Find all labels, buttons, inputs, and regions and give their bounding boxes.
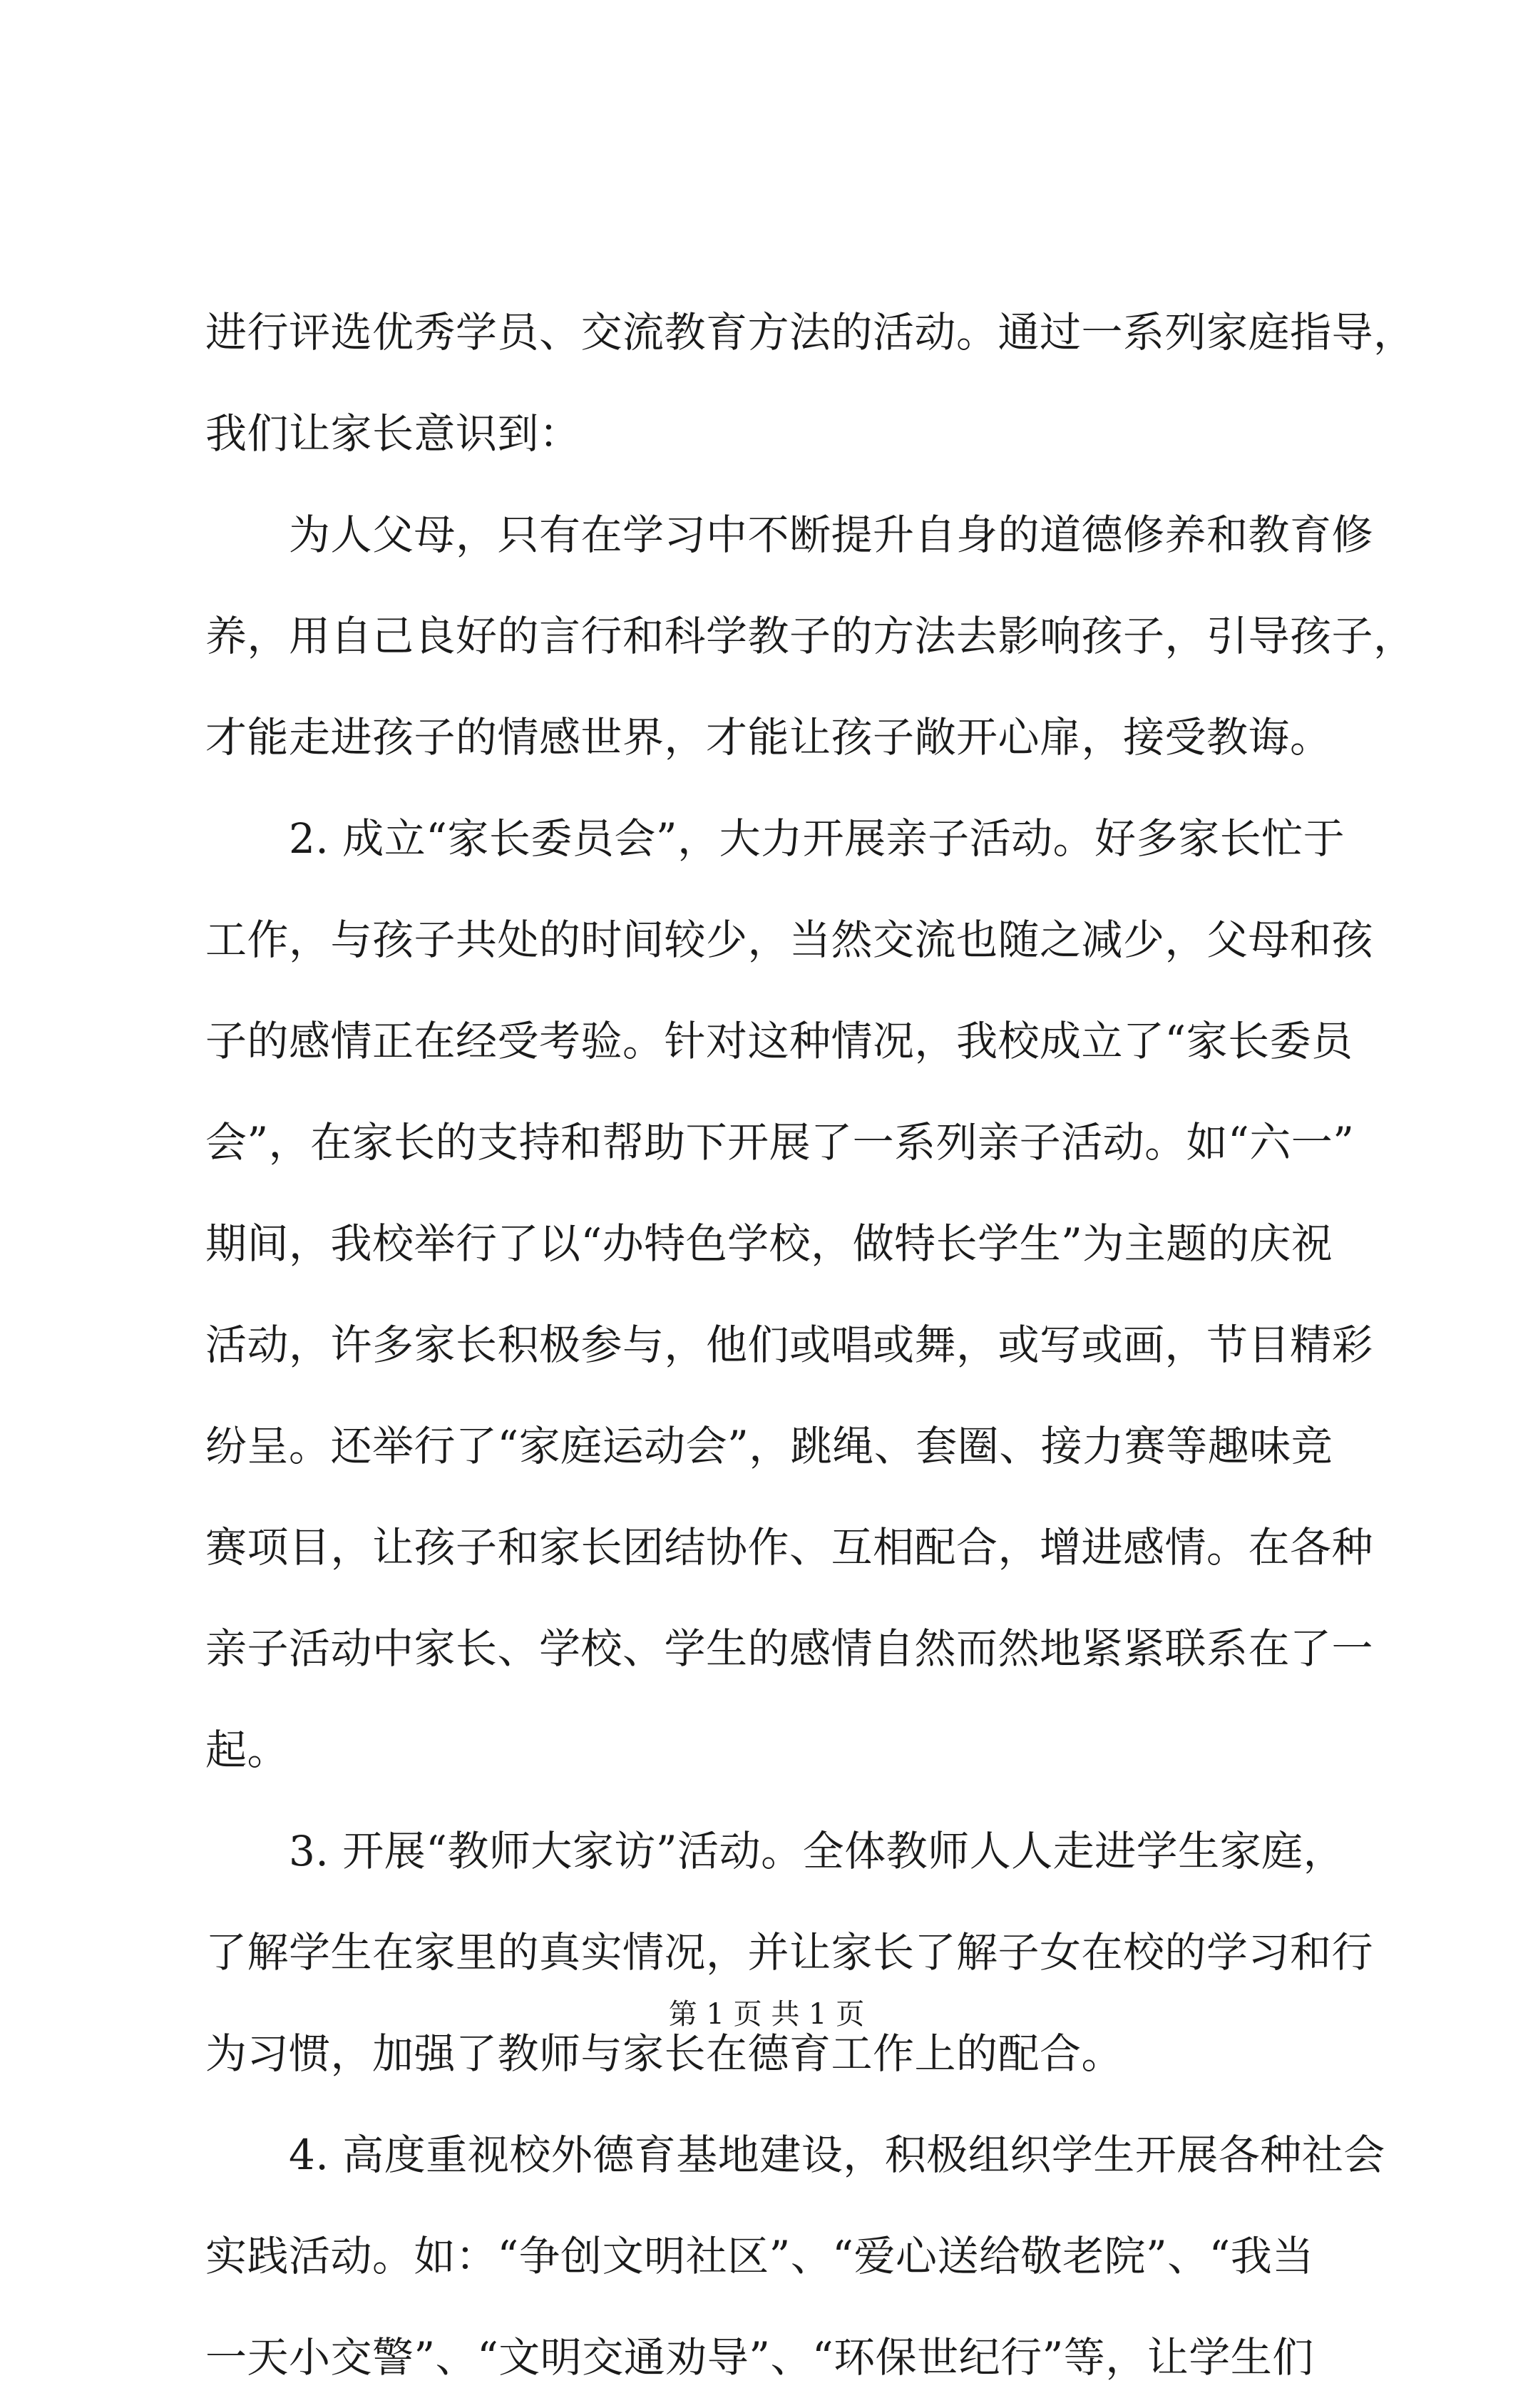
page-footer: 第 1 页 共 1 页 [668, 1998, 865, 2031]
text-line: 会”，在家长的支持和帮助下开展了一系列亲子活动。如“六一” [205, 1118, 1355, 1167]
text-line: 为人父母，只有在学习中不断提升自身的道德修养和教育修 [205, 511, 1374, 559]
text-line: 赛项目，让孩子和家长团结协作、互相配合，增进感情。在各种 [205, 1523, 1374, 1572]
text-line: 活动，许多家长积极参与，他们或唱或舞，或写或画，节目精彩 [205, 1321, 1374, 1369]
text-line: 3. 开展“教师大家访”活动。全体教师人人走进学生家庭， [205, 1827, 1345, 1875]
text-line: 工作，与孩子共处的时间较少，当然交流也随之减少，父母和孩 [205, 916, 1374, 964]
text-line: 为习惯，加强了教师与家长在德育工作上的配合。 [205, 2029, 1124, 2078]
text-line: 纷呈。还举行了“家庭运动会”，跳绳、套圈、接力赛等趣味竞 [205, 1422, 1333, 1470]
text-line: 4. 高度重视校外德育基地建设，积极组织学生开展各种社会 [205, 2131, 1385, 2179]
text-line: 期间，我校举行了以“办特色学校，做特长学生”为主题的庆祝 [205, 1219, 1333, 1268]
text-line: 起。 [205, 1726, 289, 1774]
text-line: 养，用自己良好的言行和科学教子的方法去影响孩子，引导孩子， [205, 612, 1415, 660]
body-text [205, 282, 1415, 2408]
text-line: 亲子活动中家长、学校、学生的感情自然而然地紧紧联系在了一 [205, 1624, 1374, 1673]
text-line: 实践活动。如：“争创文明社区”、“爱心送给敬老院”、“我当 [205, 2232, 1314, 2280]
text-line: 进行评选优秀学员、交流教育方法的活动。通过一系列家庭指导， [205, 308, 1415, 357]
text-line: 才能走进孩子的情感世界，才能让孩子敞开心扉，接受教诲。 [205, 713, 1332, 762]
text-line: 一天小交警”、“文明交通劝导”、“环保世纪行”等，让学生们 [205, 2333, 1314, 2382]
text-line: 子的感情正在经受考验。针对这种情况，我校成立了“家长委员 [205, 1017, 1353, 1065]
text-line: 我们让家长意识到： [205, 409, 581, 458]
text-line: 了解学生在家里的真实情况，并让家长了解子女在校的学习和行 [205, 1928, 1374, 1977]
text-line: 2. 成立“家长委员会”，大力开展亲子活动。好多家长忙于 [205, 814, 1345, 863]
